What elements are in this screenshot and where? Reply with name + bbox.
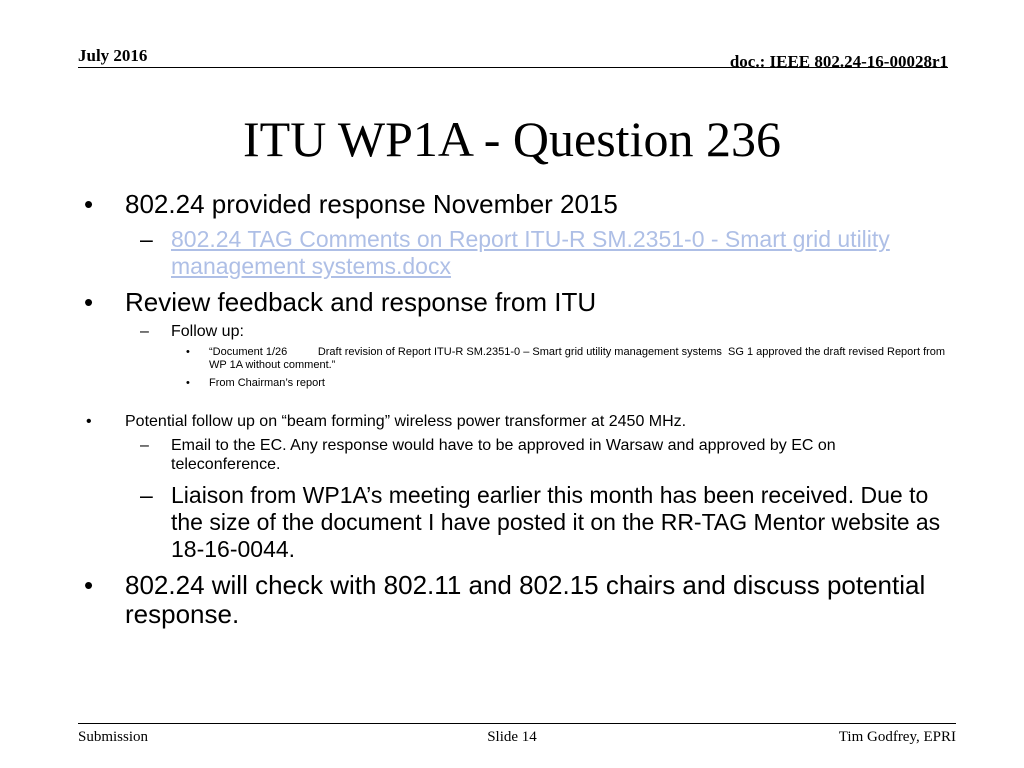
bullet-marker: • [186,377,190,389]
footer-slide-number: Slide 14 [487,729,537,745]
bullet-marker: • [84,570,94,600]
bullet-3-sub-1 [78,436,948,474]
footer-submission: Submission [78,729,149,745]
bullet-2-sub [78,322,948,341]
bullet-2-text: Review feedback and response from ITU [125,287,597,317]
slide-title: ITU WP1A - Question 236 [243,111,781,167]
bullet-marker: • [84,287,94,317]
bullet-4 [78,571,948,629]
slide-content [78,190,948,629]
dash-marker: – [140,323,149,340]
bullet-1 [78,190,948,219]
bullet-3-sub-1-text: Email to the EC. Any response would have to be approved in Warsaw and approved by EC on teleconference. [171,437,836,473]
bullet-marker: • [86,413,92,430]
bullet-2-subsub-1 [78,346,948,372]
dash-marker: – [140,226,153,252]
bullet-1-sub [78,226,948,280]
bullet-2 [78,288,948,317]
bullet-2-subsub-1-text: “Document 1/26 Draft revision of Report ITU-R SM.2351-0 – Smart grid utility management systems SG 1 approved the draft revised Report from WP 1A without comment.” [209,346,949,371]
bullet-1-text: 802.24 provided response November 2015 [125,189,618,219]
bullet-2-subsub-2-text: From Chairman’s report [209,377,325,389]
dash-marker: – [140,482,153,508]
dash-marker: – [140,437,149,454]
footer-divider [78,723,956,724]
bullet-marker: • [186,346,190,358]
bullet-4-text: 802.24 will check with 802.11 and 802.15 chairs and discuss potential response. [125,570,926,629]
header-divider [78,67,948,68]
bullet-marker: • [84,189,94,219]
bullet-2-subsub-2 [78,377,948,390]
bullet-2-sub-text: Follow up: [171,323,244,340]
footer-author: Tim Godfrey, EPRI [838,729,956,745]
bullet-3-sub-2-text: Liaison from WP1A’s meeting earlier this month has been received. Due to the size of the document I have posted it on the RR-TAG Mentor website as 18-16-0044. [171,482,941,562]
bullet-3-text: Potential follow up on “beam forming” wireless power transformer at 2450 MHz. [125,413,687,430]
bullet-3-sub-2 [78,482,948,563]
bullet-3 [78,412,948,431]
document-link[interactable]: 802.24 TAG Comments on Report ITU-R SM.2351-0 - Smart grid utility management systems.docx [171,226,890,279]
header-doc-id: doc.: IEEE 802.24-16-00028r1 [729,52,948,71]
header-date: July 2016 [78,46,148,65]
